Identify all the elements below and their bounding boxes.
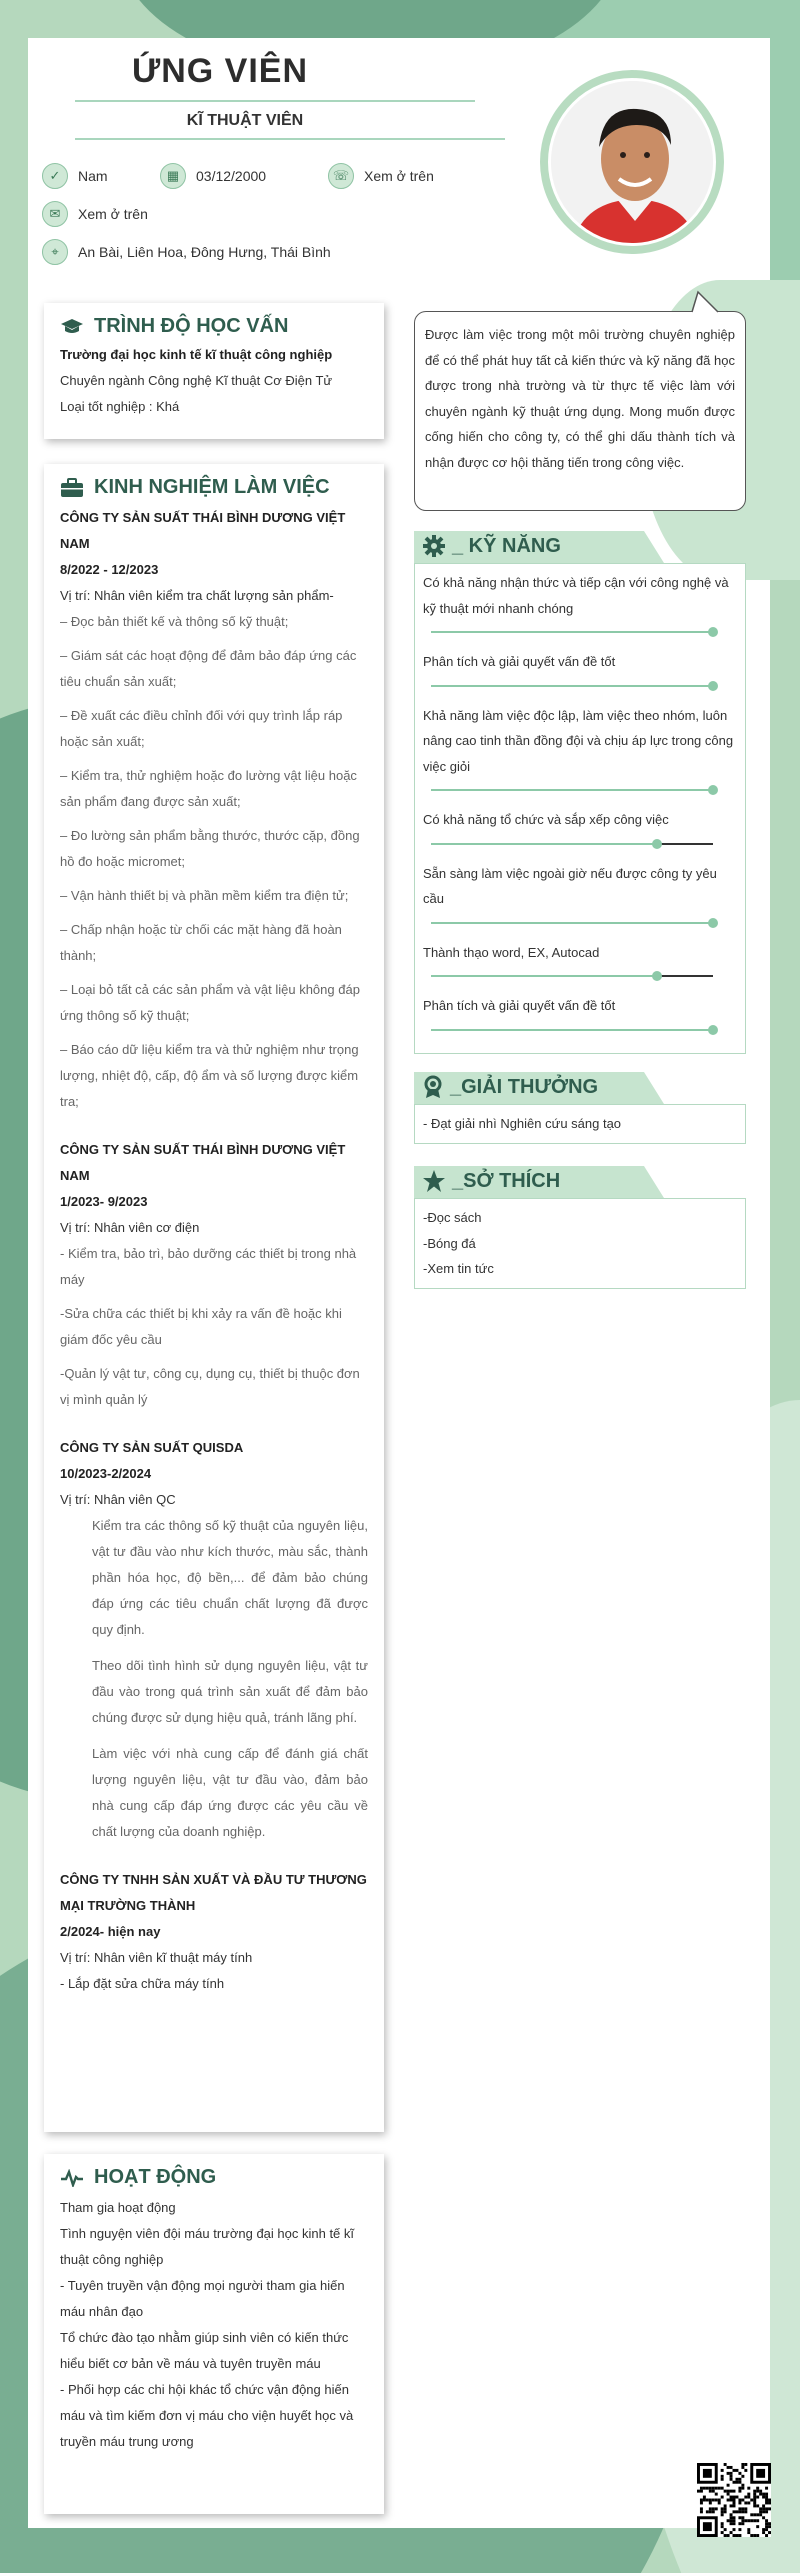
activity-line: - Tuyên truyền vận động mọi người tham gia hiến máu nhân đạo [60, 2278, 345, 2319]
skill-label: Phân tích và giải quyết vấn đề tốt [423, 998, 616, 1013]
job-task: – Đo lường sản phẩm bằng thước, thước cặp, đồng hồ đo hoặc micromet; [60, 828, 360, 869]
phone-value: Xem ở trên [364, 168, 434, 184]
job-company: CÔNG TY TNHH SẢN XUẤT VÀ ĐẦU TƯ THƯƠNG MẠI TRƯỜNG THÀNH [60, 1872, 367, 1913]
pulse-icon [60, 2169, 84, 2187]
job-period: 8/2022 - 12/2023 [60, 562, 159, 577]
gender-value: Nam [78, 168, 108, 184]
job-task: Theo dõi tình hình sử dụng nguyên liệu, vật tư đầu vào trong quá trình sản xuất để đảm bảo chúng được sử dụng hiệu quả, tránh lãng phí. [92, 1658, 368, 1725]
job-period: 1/2023- 9/2023 [60, 1194, 148, 1209]
activity-line: - Phối hợp các chi hội khác tổ chức vận động hiến máu và tìm kiếm đơn vị máu cho viện huyết học và truyền máu trung ương [60, 2382, 354, 2449]
job-task: Kiểm tra các thông số kỹ thuật của nguyên liệu, vật tư đầu vào như kích thước, màu sắc, thành phần hóa học, độ bền,... để đảm bảo chúng đáp ứng các tiêu chuẩn chất lượng đã được quy định. [92, 1518, 368, 1637]
candidate-role: KĨ THUẬT VIÊN [186, 112, 304, 129]
skill-level-fill [431, 789, 713, 791]
job-task: – Đọc bản thiết kế và thông số kỹ thuật; [60, 614, 289, 629]
job-company: CÔNG TY SẢN SUẤT THÁI BÌNH DƯƠNG VIỆT NAM [60, 510, 346, 551]
job-task: - Kiểm tra, bảo trì, bảo dưỡng các thiết bị trong nhà máy [60, 1246, 357, 1287]
activity-line: Tình nguyện viên đội máu trường đại học kinh tế kĩ thuật công nghiệp [60, 2226, 355, 2267]
hobby-item: -Đọc sách [423, 1210, 482, 1225]
gender-icon: ✓ [42, 163, 68, 189]
education-heading: TRÌNH ĐỘ HỌC VẤN [60, 315, 368, 338]
medal-icon [422, 1075, 444, 1099]
skill-label: Khả năng làm việc độc lập, làm việc theo nhóm, luôn nâng cao tinh thần đồng đội và chịu áp lực trong công việc giỏi [423, 707, 734, 774]
address-value: An Bài, Liên Hoa, Đông Hưng, Thái Bình [78, 244, 331, 260]
skill-level-handle [652, 839, 662, 849]
job-task: – Giám sát các hoạt động để đảm bảo đáp ứng các tiêu chuẩn sản xuất; [60, 648, 357, 689]
hobby-item: -Xem tin tức [423, 1261, 494, 1276]
divider [75, 138, 505, 140]
job-position: Vị trí: Nhân viên kĩ thuật máy tính [60, 1950, 253, 1965]
hobby-item: -Bóng đá [423, 1235, 476, 1251]
skill-level-bar [423, 969, 737, 983]
job-task: – Loại bỏ tất cả các sản phẩm và vật liệu không đáp ứng thông số kỹ thuật; [60, 982, 360, 1023]
job-period: 10/2023-2/2024 [60, 1466, 152, 1481]
avatar-frame [540, 70, 724, 254]
calendar-icon: ▦ [160, 163, 186, 189]
qr-code[interactable] [697, 2463, 771, 2537]
skills-list [414, 563, 746, 1054]
phone-row [328, 163, 434, 189]
graduation-cap-icon [60, 318, 84, 336]
awards-heading: _GIẢI THƯỞNG [414, 1072, 746, 1104]
job-position: Vị trí: Nhân viên kiểm tra chất lượng sản phẩm- [60, 588, 334, 603]
job-task: - Lắp đặt sửa chữa máy tính [60, 1976, 225, 1991]
activities-heading: HOẠT ĐỘNG [60, 2166, 368, 2189]
skill-label: Phân tích và giải quyết vấn đề tốt [423, 654, 616, 669]
speech-tail [690, 290, 720, 314]
hobbies-list [414, 1198, 746, 1289]
briefcase-icon [60, 478, 84, 498]
job-task: – Vận hành thiết bị và phần mềm kiểm tra điện tử; [60, 888, 349, 903]
job-task: – Đề xuất các điều chỉnh đối với quy trình lắp ráp hoặc sản xuất; [60, 708, 343, 749]
awards-list [414, 1104, 746, 1144]
job-period: 2/2024- hiện nay [60, 1924, 161, 1939]
gear-icon [422, 534, 446, 558]
email-icon: ✉ [42, 201, 68, 227]
skill-level-handle [652, 971, 662, 981]
job-task: – Chấp nhận hoặc từ chối các mặt hàng đã hoàn thành; [60, 922, 342, 963]
skills-section [414, 531, 746, 1054]
skill-level-handle [708, 1025, 718, 1035]
gender-row [42, 163, 108, 189]
experience-heading: KINH NGHIỆM LÀM VIỆC [60, 476, 368, 499]
job-task: Làm việc với nhà cung cấp để đánh giá chất lượng nguyên liệu, vật tư đầu vào, đảm bảo nhà cung cấp đáp ứng được các yêu cầu về chất lượng của doanh nghiệp. [92, 1746, 368, 1839]
skill-label: Sẵn sàng làm việc ngoài giờ nếu được công ty yêu cầu [423, 865, 717, 906]
star-icon [422, 1169, 446, 1193]
job-position: Vị trí: Nhân viên cơ điện [60, 1220, 200, 1235]
skill-level-handle [708, 785, 718, 795]
email-row [42, 201, 148, 227]
address-row [42, 239, 331, 265]
award-item: - Đạt giải nhì Nghiên cứu sáng tạo [423, 1116, 622, 1131]
skill-level-bar [423, 837, 737, 851]
candidate-name: ỨNG VIÊN [131, 52, 308, 90]
experience-section [44, 464, 384, 2132]
job-task: -Quản lý vật tư, công cụ, dụng cụ, thiết bị thuộc đơn vị mình quản lý [60, 1366, 360, 1407]
skill-level-bar [423, 625, 737, 639]
job-task: – Báo cáo dữ liệu kiểm tra và thử nghiệm như trọng lượng, nhiệt độ, cấp, độ ẩm và số lượng được kiểm tra; [60, 1042, 359, 1109]
skill-level-fill [431, 843, 657, 845]
skills-heading: _ KỸ NĂNG [414, 531, 746, 563]
grade: Loại tốt nghiệp : Khá [60, 399, 180, 414]
skill-level-fill [431, 1029, 713, 1031]
skill-level-handle [708, 627, 718, 637]
skill-level-bar [423, 1023, 737, 1037]
phone-icon: ☏ [328, 163, 354, 189]
skill-label: Có khả năng nhận thức và tiếp cận với công nghệ và kỹ thuật mới nhanh chóng [423, 575, 729, 616]
major: Chuyên ngành Công nghệ Kĩ thuật Cơ Điện Tử [60, 373, 333, 388]
skill-level-fill [431, 631, 713, 633]
divider [75, 100, 475, 102]
job-company: CÔNG TY SẢN SUẤT THÁI BÌNH DƯƠNG VIỆT NAM [60, 1142, 346, 1183]
skill-level-handle [708, 918, 718, 928]
skill-level-bar [423, 679, 737, 693]
job-task: – Kiểm tra, thử nghiệm hoặc đo lường vật liệu hoặc sản phẩm đang được sản xuất; [60, 768, 357, 809]
hobbies-heading: _SỞ THÍCH [414, 1166, 746, 1198]
location-icon: ⌖ [42, 239, 68, 265]
career-objective: Được làm việc trong một môi trường chuyên nghiệp để có thể phát huy tất cả kiến thức và kỹ năng đã học được trong nhà trường và từ thực tế việc làm với chuyên ngành kỹ thuật ứng dụng. Mong muốn được cống hiến cho công ty, có thể ghi dấu thành tích và nhận được cơ hội thăng tiến trong công việc. [414, 311, 746, 511]
hobbies-section [414, 1166, 746, 1289]
awards-section [414, 1072, 746, 1144]
skill-label: Thành thạo word, EX, Autocad [423, 944, 600, 960]
school-name: Trường đại học kinh tế kĩ thuật công nghiệp [60, 347, 333, 362]
dob-value: 03/12/2000 [196, 168, 267, 184]
dob-row [160, 163, 266, 189]
activity-line: Tổ chức đào tạo nhằm giúp sinh viên có kiến thức hiểu biết cơ bản về máu và tuyên truyền máu [60, 2330, 349, 2371]
activities-section [44, 2154, 384, 2514]
skill-label: Có khả năng tổ chức và sắp xếp công việc [423, 812, 669, 827]
skill-level-bar [423, 916, 737, 930]
job-company: CÔNG TY SẢN SUẤT QUISDA [60, 1440, 244, 1455]
avatar [548, 78, 716, 246]
job-position: Vị trí: Nhân viên QC [60, 1492, 176, 1507]
education-section [44, 303, 384, 439]
skill-level-fill [431, 922, 713, 924]
skill-level-fill [431, 975, 657, 977]
email-value: Xem ở trên [78, 206, 148, 222]
job-task: -Sửa chữa các thiết bị khi xảy ra vấn đề hoặc khi giám đốc yêu cầu [60, 1306, 342, 1347]
skill-level-bar [423, 783, 737, 797]
skill-level-handle [708, 681, 718, 691]
skill-level-fill [431, 685, 713, 687]
activity-line: Tham gia hoạt động [60, 2200, 176, 2215]
